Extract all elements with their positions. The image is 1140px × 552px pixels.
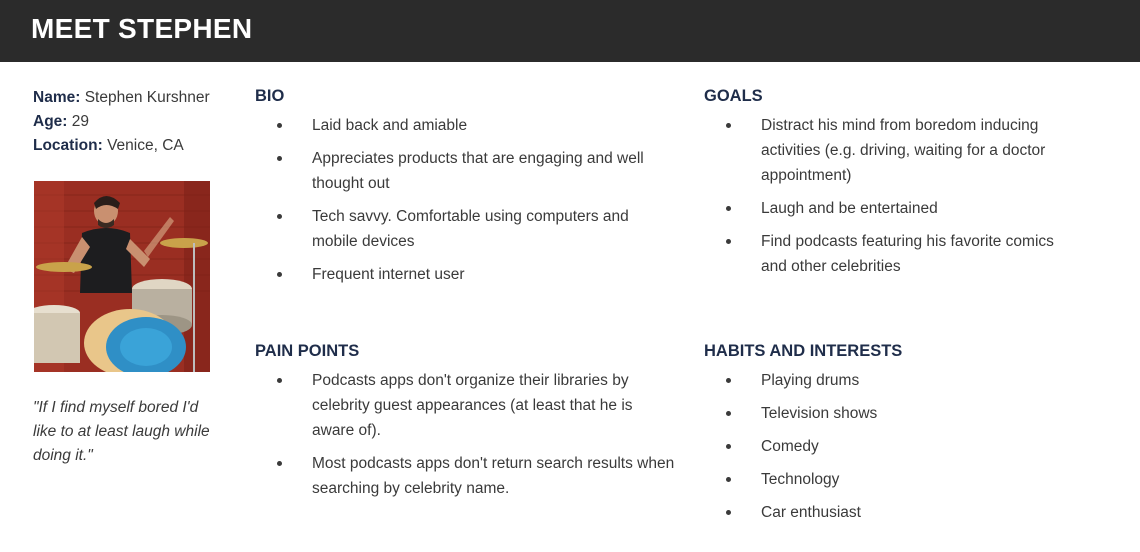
habit-text: Playing drums bbox=[761, 372, 860, 389]
pain-points-section bbox=[255, 341, 675, 509]
bio-item-text: Appreciates products that are engaging and well thought out bbox=[312, 150, 644, 192]
bullet-icon bbox=[726, 510, 731, 515]
list-item bbox=[704, 434, 1084, 459]
bullet-icon bbox=[277, 378, 282, 383]
bullet-icon bbox=[726, 206, 731, 211]
pain-point-text: Podcasts apps don't organize their libraries by celebrity guest appearances (at least that he is aware of). bbox=[312, 372, 633, 439]
profile-age-row bbox=[33, 110, 233, 134]
bullet-icon bbox=[726, 123, 731, 128]
bio-heading: BIO bbox=[255, 87, 285, 105]
habits-heading: HABITS AND INTERESTS bbox=[704, 342, 903, 360]
list-item bbox=[255, 204, 675, 254]
bullet-icon bbox=[277, 214, 282, 219]
pain-points-heading: PAIN POINTS bbox=[255, 342, 360, 360]
location-value: Venice, CA bbox=[107, 137, 184, 154]
bullet-icon bbox=[726, 477, 731, 482]
pain-points-list bbox=[255, 368, 675, 501]
goals-item-text: Find podcasts featuring his favorite comics and other celebrities bbox=[761, 233, 1054, 275]
list-item bbox=[704, 229, 1084, 279]
goals-section bbox=[704, 86, 1084, 287]
habit-text: Television shows bbox=[761, 405, 878, 422]
habit-text: Car enthusiast bbox=[761, 504, 861, 521]
pain-point-text: Most podcasts apps don't return search results when searching by celebrity name. bbox=[312, 455, 675, 497]
bullet-icon bbox=[726, 378, 731, 383]
bio-list bbox=[255, 113, 675, 287]
persona-photo bbox=[34, 181, 210, 372]
age-value: 29 bbox=[71, 113, 90, 130]
goals-item-text: Distract his mind from boredom inducing activities (e.g. driving, waiting for a doctor appointment) bbox=[761, 117, 1046, 184]
list-item bbox=[704, 467, 1084, 492]
profile-location-row bbox=[33, 134, 233, 158]
habits-section bbox=[704, 341, 1084, 533]
list-item bbox=[704, 113, 1084, 188]
location-label: Location: bbox=[33, 137, 103, 154]
profile-name-row bbox=[33, 86, 233, 110]
name-label: Name: bbox=[33, 89, 81, 106]
bio-item-text: Laid back and amiable bbox=[312, 117, 468, 134]
bio-item-text: Tech savvy. Comfortable using computers and mobile devices bbox=[312, 208, 629, 250]
bullet-icon bbox=[277, 123, 282, 128]
page-title: MEET STEPHEN bbox=[31, 13, 253, 44]
goals-heading: GOALS bbox=[704, 87, 763, 105]
profile-details bbox=[33, 86, 233, 158]
list-item bbox=[255, 368, 675, 443]
habit-text: Comedy bbox=[761, 438, 819, 455]
bullet-icon bbox=[726, 411, 731, 416]
list-item bbox=[255, 262, 675, 287]
goals-list bbox=[704, 113, 1084, 279]
bullet-icon bbox=[277, 272, 282, 277]
age-label: Age: bbox=[33, 113, 68, 130]
bullet-icon bbox=[726, 239, 731, 244]
bullet-icon bbox=[277, 156, 282, 161]
persona-quote: "If I find myself bored I'd like to at least laugh while doing it." bbox=[33, 399, 210, 464]
habits-list bbox=[704, 368, 1084, 525]
goals-item-text: Laugh and be entertained bbox=[761, 200, 938, 217]
habit-text: Technology bbox=[761, 471, 840, 488]
bullet-icon bbox=[726, 444, 731, 449]
list-item bbox=[704, 368, 1084, 393]
name-value: Stephen Kurshner bbox=[84, 89, 210, 106]
list-item bbox=[704, 401, 1084, 426]
bio-section bbox=[255, 86, 675, 295]
page-header bbox=[0, 0, 1140, 62]
list-item bbox=[704, 500, 1084, 525]
list-item bbox=[255, 451, 675, 501]
list-item bbox=[704, 196, 1084, 221]
drummer-photo-illustration bbox=[34, 181, 210, 372]
list-item bbox=[255, 146, 675, 196]
bio-item-text: Frequent internet user bbox=[312, 266, 465, 283]
list-item bbox=[255, 113, 675, 138]
bullet-icon bbox=[277, 461, 282, 466]
